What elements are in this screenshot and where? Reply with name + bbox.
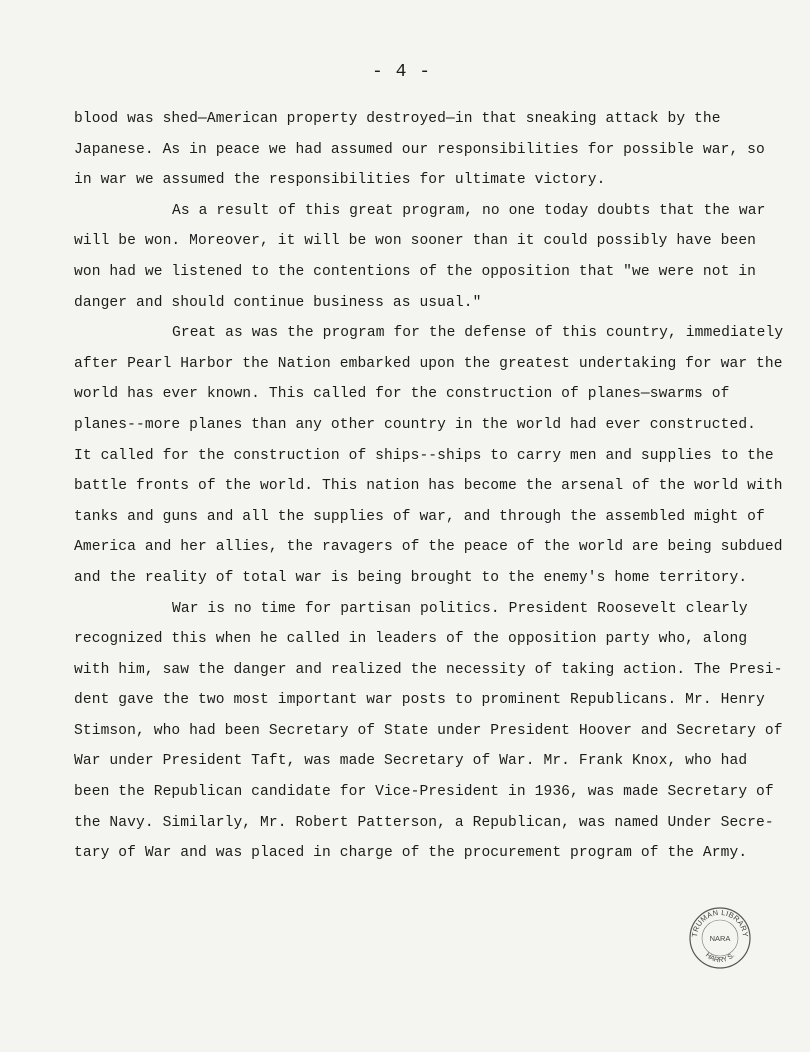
stamp-bottom-text: HARRY S. bbox=[703, 951, 737, 965]
text-line: after Pearl Harbor the Nation embarked upon the greatest undertaking for war the bbox=[74, 355, 783, 372]
text-line: and the reality of total war is being brought to the enemy's home territory. bbox=[74, 569, 748, 586]
text-line: in war we assumed the responsibilities for ultimate victory. bbox=[74, 172, 606, 189]
text-line: It called for the construction of ships--ships to carry men and supplies to the bbox=[74, 447, 774, 464]
truman-library-seal-icon bbox=[688, 906, 752, 970]
text-line: As a result of this great program, no one today doubts that the war bbox=[172, 202, 766, 219]
text-line: Japanese. As in peace we had assumed our responsibilities for possible war, so bbox=[74, 141, 765, 158]
text-line: danger and should continue business as usual." bbox=[74, 294, 482, 311]
text-line: will be won. Moreover, it will be won sooner than it could possibly have been bbox=[74, 233, 757, 250]
text-line: recognized this when he called in leaders of the opposition party who, along bbox=[74, 631, 748, 648]
text-line: battle fronts of the world. This nation has become the arsenal of the world with bbox=[74, 478, 783, 495]
stamp-top-text: TRUMAN LIBRARY bbox=[689, 907, 751, 938]
page-number: - 4 - bbox=[372, 62, 432, 82]
text-line: America and her allies, the ravagers of the peace of the world are being subdued bbox=[74, 539, 783, 556]
library-stamp bbox=[688, 906, 752, 970]
text-line: blood was shed—American property destroyed—in that sneaking attack by the bbox=[74, 111, 721, 127]
text-line: been the Republican candidate for Vice-President in 1936, was made Secretary of bbox=[74, 784, 774, 801]
text-line: War is no time for partisan politics. President Roosevelt clearly bbox=[172, 600, 748, 617]
text-line: tary of War and was placed in charge of the procurement program of the Army. bbox=[74, 845, 748, 862]
text-line: tanks and guns and all the supplies of war, and through the assembled might of bbox=[74, 508, 765, 525]
text-line: the Navy. Similarly, Mr. Robert Patterson, a Republican, was named Under Secre- bbox=[74, 814, 774, 831]
text-line: won had we listened to the contentions of the opposition that "we were not in bbox=[74, 263, 757, 280]
svg-text:HARRY S. bbox=[704, 952, 736, 964]
text-line: Stimson, who had been Secretary of State under President Hoover and Secretary of bbox=[74, 722, 783, 739]
text-line: world has ever known. This called for the construction of planes—swarms of bbox=[74, 386, 730, 403]
text-line: dent gave the two most important war posts to prominent Republicans. Mr. Henry bbox=[74, 692, 765, 709]
text-line: Great as was the program for the defense of this country, immediately bbox=[172, 325, 784, 342]
stamp-middle-text: NARA bbox=[709, 934, 731, 943]
text-line: War under President Taft, was made Secretary of War. Mr. Frank Knox, who had bbox=[74, 753, 748, 770]
text-line: planes--more planes than any other country in the world had ever constructed. bbox=[74, 416, 757, 433]
text-line: with him, saw the danger and realized the necessity of taking action. The Presi- bbox=[74, 661, 783, 678]
document-body bbox=[74, 104, 784, 869]
